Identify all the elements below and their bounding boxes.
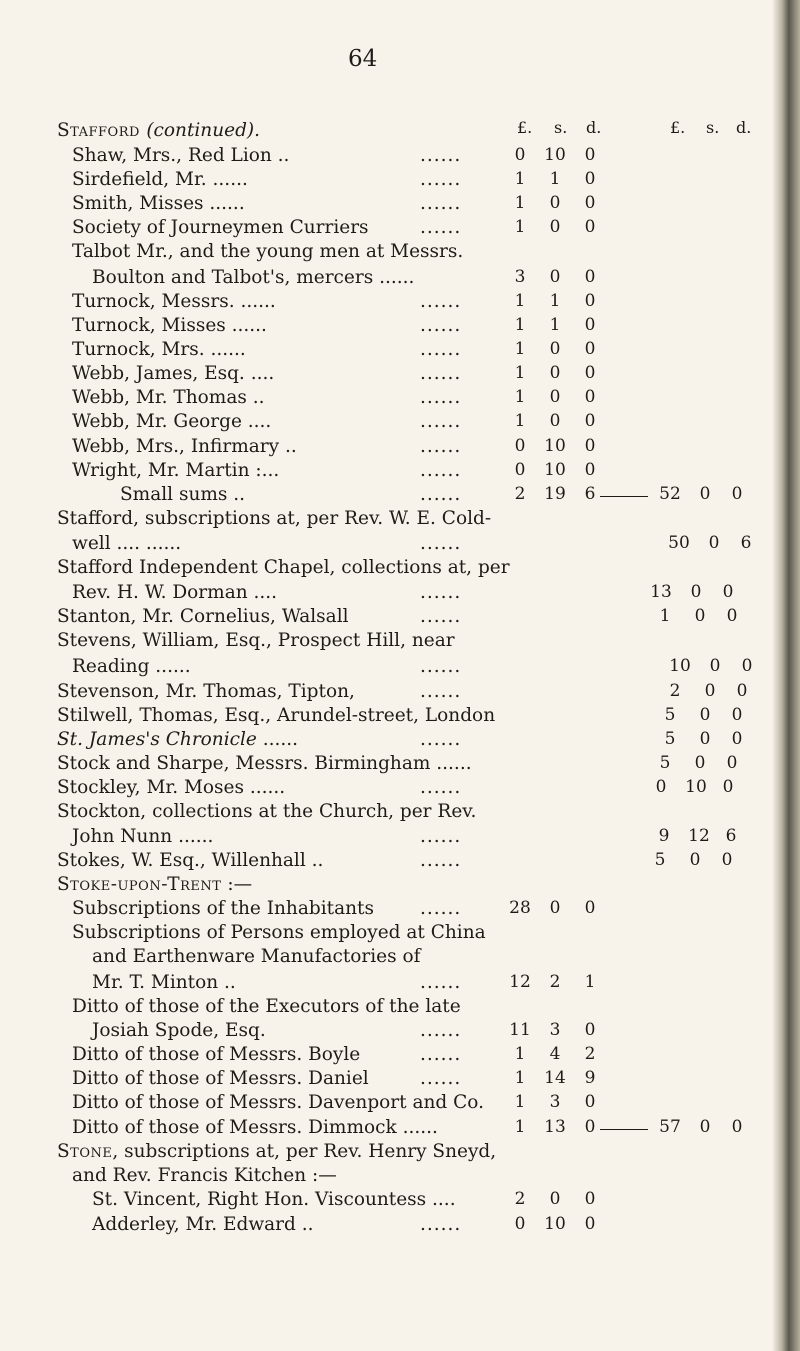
entry-label [120,484,245,505]
col2-pence: 0 [722,777,734,797]
entry-label [72,1117,438,1138]
entry-label [92,1214,314,1235]
entry-text: Turnock, Misses ...... [72,315,267,336]
entry-label [57,705,495,726]
ledger-row [0,339,772,363]
col1-pence: 0 [584,1092,596,1112]
col1-pounds: 1 [514,193,526,213]
leader-dots: ...... [420,582,462,603]
col1-pounds: 0 [514,1214,526,1234]
col2-shillings: 0 [690,582,702,602]
leader-dots: ...... [420,1044,462,1065]
col1-pence: 0 [584,339,596,359]
total-rule [600,496,648,497]
leader-dots: ...... [420,145,462,166]
entry-text: , subscriptions at, per Rev. Henry Sneyd, [112,1141,497,1162]
col1-pounds: 12 [509,972,531,992]
entry-text: Talbot Mr., and the young men at Messrs. [72,241,464,262]
col1-shillings: 0 [549,898,561,918]
col1-shillings: 1 [549,291,561,311]
entry-text: Webb, James, Esq. .... [72,363,275,384]
col1-shillings: 3 [549,1020,561,1040]
entry-text: Stock and Sharpe, Messrs. Birmingham ...... [57,753,472,774]
col1-pounds: 1 [514,217,526,237]
entry-label [72,1068,369,1089]
col2-pounds: 5 [664,705,676,725]
entry-text: Turnock, Messrs. ...... [72,291,276,312]
col1-pence: 9 [584,1068,596,1088]
entry-label [57,508,491,529]
col1-pence: 0 [584,1020,596,1040]
entry-label [72,533,181,554]
ledger-row [0,777,772,801]
col1-pounds: 0 [514,436,526,456]
ledger-row [0,1020,772,1044]
col1-pounds: 2 [514,1189,526,1209]
entry-text: Stevenson, Mr. Thomas, Tipton, [57,681,355,702]
leader-dots: ...... [420,315,462,336]
col1-pounds: 1 [514,1068,526,1088]
ledger-row [0,656,772,680]
col2-pence-header: d. [736,118,752,137]
entry-text: Webb, Mr. George .... [72,411,272,432]
ledger-row [0,533,772,557]
col2-pounds: 57 [659,1117,681,1137]
entry-label [92,1189,456,1210]
entry-label [57,874,252,895]
entry-text: Rev. H. W. Dorman .... [72,582,278,603]
entry-text: Webb, Mrs., Infirmary .. [72,436,297,457]
col1-pounds: 1 [514,1092,526,1112]
entry-text: Reading ...... [72,656,191,677]
col2-pounds: 5 [664,729,676,749]
ledger-row [0,241,772,265]
entry-label [92,1020,266,1041]
col2-pence: 0 [726,753,738,773]
entry-text: Turnock, Mrs. ...... [72,339,246,360]
col1-pounds: 28 [509,898,531,918]
col1-pence: 0 [584,387,596,407]
ledger-row [0,1214,772,1238]
col1-pounds: 0 [514,460,526,480]
entry-label [72,826,213,847]
entry-label [72,387,265,408]
col2-pence: 0 [722,582,734,602]
ledger-row [0,315,772,339]
col2-pounds: 52 [659,484,681,504]
entry-label [72,996,461,1017]
col1-pounds: 1 [514,339,526,359]
entry-label [57,606,349,627]
col1-shillings: 0 [549,387,561,407]
leader-dots: ...... [420,217,462,238]
leader-dots: ...... [420,656,462,677]
entry-label [72,1092,484,1113]
col1-shillings: 10 [544,460,566,480]
col2-shillings-header: s. [706,118,720,137]
entry-text: Shaw, Mrs., Red Lion .. [72,145,290,166]
entry-label [57,729,298,750]
entry-label [92,946,420,967]
leader-dots: ...... [420,291,462,312]
leader-dots: ...... [420,193,462,214]
col1-shillings: 13 [544,1117,566,1137]
entry-text: Smith, Misses ...... [72,193,245,214]
col2-pounds: 13 [650,582,672,602]
entry-text: Ditto of those of Messrs. Daniel [72,1068,369,1089]
col2-pounds: 0 [655,777,667,797]
entry-text: Subscriptions of the Inhabitants [72,898,374,919]
col2-pounds: 5 [654,850,666,870]
col2-shillings: 12 [688,826,710,846]
entry-label [57,753,472,774]
entry-label [57,630,455,651]
entry-text: Stockton, collections at the Church, per Rev. [57,801,477,822]
leader-dots: ...... [420,339,462,360]
col1-pence: 0 [584,217,596,237]
entry-label [57,777,285,798]
ledger-row [0,267,772,291]
col2-pence: 0 [741,656,753,676]
col1-pence: 0 [584,291,596,311]
col1-pounds: 1 [514,411,526,431]
ledger-row [0,850,772,874]
ledger-row [0,1165,772,1189]
ledger-row [0,291,772,315]
entry-label [57,120,260,141]
col2-shillings: 0 [699,729,711,749]
entry-label [72,193,245,214]
col1-pounds: 1 [514,169,526,189]
ledger-row [0,411,772,435]
col2-shillings: 0 [694,606,706,626]
col1-pence: 0 [584,460,596,480]
entry-text: Webb, Mr. Thomas .. [72,387,265,408]
entry-text: Adderley, Mr. Edward .. [92,1214,314,1235]
entry-label [72,241,463,262]
col1-pounds-header: £. [517,118,533,137]
ledger-row [0,145,772,169]
entry-text: Ditto of those of the Executors of the late [72,996,461,1017]
entry-text: Subscriptions of Persons employed at China [72,922,486,943]
ledger-row [0,606,772,630]
entry-text: Stockley, Mr. Moses ...... [57,777,286,798]
col2-pounds: 10 [669,656,691,676]
ledger-row [0,484,772,508]
entry-text: Society of Journeymen Curriers [72,217,369,238]
entry-text: St. Vincent, Right Hon. Viscountess .... [92,1189,456,1210]
ledger-row [0,801,772,825]
entry-label [72,922,486,943]
entry-label [72,898,374,919]
ledger-row [0,169,772,193]
col1-shillings: 19 [544,484,566,504]
entry-text: Stafford, subscriptions at, per Rev. W. E. Cold- [57,508,492,529]
entry-text: Small sums .. [120,484,246,505]
ledger-row [0,120,772,144]
entry-label [92,267,414,288]
ledger-row [0,874,772,898]
ledger-row [0,508,772,532]
col1-pounds: 1 [514,387,526,407]
col2-pence: 0 [731,705,743,725]
col2-pence: 0 [731,1117,743,1137]
col1-pence: 0 [584,315,596,335]
col1-shillings: 10 [544,145,566,165]
entry-label [72,582,277,603]
entry-label [92,972,236,993]
col2-pence: 6 [725,826,737,846]
col1-shillings: 0 [549,217,561,237]
ledger-row [0,630,772,654]
leader-dots: ...... [420,898,462,919]
entry-label [72,363,274,384]
col1-pounds: 1 [514,1117,526,1137]
ledger-row [0,193,772,217]
leader-dots: ...... [420,411,462,432]
entry-label [72,1165,337,1186]
leader-dots: ...... [420,533,462,554]
entry-text: and Earthenware Manufactories of [92,946,421,967]
col1-pence: 0 [584,267,596,287]
col1-shillings: 0 [549,267,561,287]
col1-pounds: 1 [514,291,526,311]
col2-shillings: 0 [694,753,706,773]
ledger-row [0,1117,772,1141]
page-number: 64 [348,46,378,72]
ledger-row [0,681,772,705]
ledger-row [0,729,772,753]
leader-dots: ...... [420,484,462,505]
entry-text: and Rev. Francis Kitchen :— [72,1165,337,1186]
col2-pence: 6 [740,533,752,553]
col1-shillings: 10 [544,1214,566,1234]
col2-shillings: 0 [699,705,711,725]
col1-pence: 0 [584,145,596,165]
leader-dots: ...... [420,363,462,384]
entry-text: Stafford [57,120,147,141]
entry-label [72,460,279,481]
entry-text: Ditto of those of Messrs. Davenport and Co. [72,1092,484,1113]
leader-dots: ...... [420,387,462,408]
entry-text: Stone [57,1141,113,1162]
ledger-row [0,922,772,946]
leader-dots: ...... [420,1068,462,1089]
entry-text: Stafford Independent Chapel, collections at, per [57,557,510,578]
ledger-row [0,753,772,777]
leader-dots: ...... [420,729,462,750]
ledger-row [0,582,772,606]
entry-text: Stevens, William, Esq., Prospect Hill, near [57,630,455,651]
col1-shillings: 0 [549,339,561,359]
entry-label [72,339,246,360]
page-edge-shadow [772,0,800,1351]
entry-text: Stokes, W. Esq., Willenhall .. [57,850,324,871]
col1-shillings: 0 [549,193,561,213]
col2-pence: 0 [721,850,733,870]
col1-pence: 0 [584,193,596,213]
col1-shillings: 14 [544,1068,566,1088]
leader-dots: ...... [420,826,462,847]
col2-pence: 0 [731,729,743,749]
leader-dots: ...... [420,169,462,190]
entry-label [72,169,248,190]
ledger-row [0,557,772,581]
entry-text: well .... ...... [72,533,182,554]
entry-label [72,217,369,238]
col1-pence: 0 [584,411,596,431]
col2-shillings: 0 [699,484,711,504]
leader-dots: ...... [420,1214,462,1235]
entry-label [72,315,267,336]
col1-shillings: 2 [549,972,561,992]
entry-label [57,557,510,578]
ledger-row [0,1044,772,1068]
col1-pence: 2 [584,1044,596,1064]
leader-dots: ...... [420,436,462,457]
col1-shillings: 10 [544,436,566,456]
col1-shillings: 4 [549,1044,561,1064]
ledger-row [0,436,772,460]
leader-dots: ...... [420,850,462,871]
entry-text: (continued). [146,120,261,141]
entry-label [57,1141,496,1162]
ledger-row [0,972,772,996]
ledger-row [0,460,772,484]
col2-pence: 0 [736,681,748,701]
entry-label [57,801,476,822]
col2-pounds-header: £. [670,118,686,137]
entry-text: St. James's Chronicle [57,729,257,750]
col1-pence: 0 [584,1117,596,1137]
col1-pounds: 1 [514,363,526,383]
entry-label [72,291,276,312]
ledger-row [0,898,772,922]
col2-shillings: 0 [709,656,721,676]
ledger-row [0,1092,772,1116]
col1-pence: 0 [584,363,596,383]
col1-pounds: 1 [514,315,526,335]
col2-pounds: 50 [668,533,690,553]
col1-shillings: 3 [549,1092,561,1112]
entry-text: Ditto of those of Messrs. Dimmock ...... [72,1117,438,1138]
ledger-row [0,363,772,387]
entry-label [72,145,289,166]
entry-text: Stanton, Mr. Cornelius, Walsall [57,606,349,627]
col1-shillings: 0 [549,1189,561,1209]
entry-text: Josiah Spode, Esq. [92,1020,266,1041]
entry-text: John Nunn ...... [72,826,214,847]
ledger-row [0,1141,772,1165]
leader-dots: ...... [420,681,462,702]
entry-text: ...... [256,729,299,750]
col1-pence: 0 [584,436,596,456]
col2-shillings: 0 [689,850,701,870]
ledger-row [0,1068,772,1092]
col1-pence: 0 [584,1214,596,1234]
total-rule [600,1129,648,1130]
col1-pence: 0 [584,898,596,918]
col1-pounds: 1 [514,1044,526,1064]
leader-dots: ...... [420,606,462,627]
leader-dots: ...... [420,777,462,798]
col2-shillings: 0 [708,533,720,553]
entry-text: Mr. T. Minton .. [92,972,236,993]
leader-dots: ...... [420,972,462,993]
col2-shillings: 10 [685,777,707,797]
col1-pence: 0 [584,1189,596,1209]
ledger-row [0,1189,772,1213]
col2-pounds: 5 [659,753,671,773]
ledger-row [0,705,772,729]
leader-dots: ...... [420,460,462,481]
col1-pounds: 11 [509,1020,531,1040]
ledger-row [0,826,772,850]
col2-pounds: 9 [658,826,670,846]
entry-text: :— [221,874,253,895]
col1-shillings: 1 [549,169,561,189]
col1-pence: 1 [584,972,596,992]
entry-text: Sirdefield, Mr. ...... [72,169,248,190]
ledger-row [0,387,772,411]
entry-label [72,436,297,457]
col2-shillings: 0 [704,681,716,701]
col1-pounds: 3 [514,267,526,287]
col2-pounds: 2 [669,681,681,701]
entry-label [72,1044,360,1065]
col2-pence: 0 [731,484,743,504]
col2-shillings: 0 [699,1117,711,1137]
ledger-row [0,946,772,970]
col2-pounds: 1 [659,606,671,626]
col1-shillings: 0 [549,363,561,383]
col1-shillings: 0 [549,411,561,431]
entry-label [72,411,271,432]
entry-text: Boulton and Talbot's, mercers ...... [92,267,415,288]
entry-label [57,850,323,871]
col1-pence: 0 [584,169,596,189]
entry-label [72,656,191,677]
col1-shillings: 1 [549,315,561,335]
entry-text: Stilwell, Thomas, Esq., Arundel-street, London [57,705,496,726]
col1-shillings-header: s. [554,118,568,137]
col1-pounds: 2 [514,484,526,504]
ledger-row [0,217,772,241]
col2-pence: 0 [726,606,738,626]
entry-text: Stoke-upon-Trent [57,874,222,895]
entry-label [57,681,355,702]
col1-pounds: 0 [514,145,526,165]
ledger-row [0,996,772,1020]
col1-pence: 6 [584,484,596,504]
entry-text: Ditto of those of Messrs. Boyle [72,1044,361,1065]
col1-pence-header: d. [586,118,602,137]
leader-dots: ...... [420,1020,462,1041]
entry-text: Wright, Mr. Martin :... [72,460,280,481]
